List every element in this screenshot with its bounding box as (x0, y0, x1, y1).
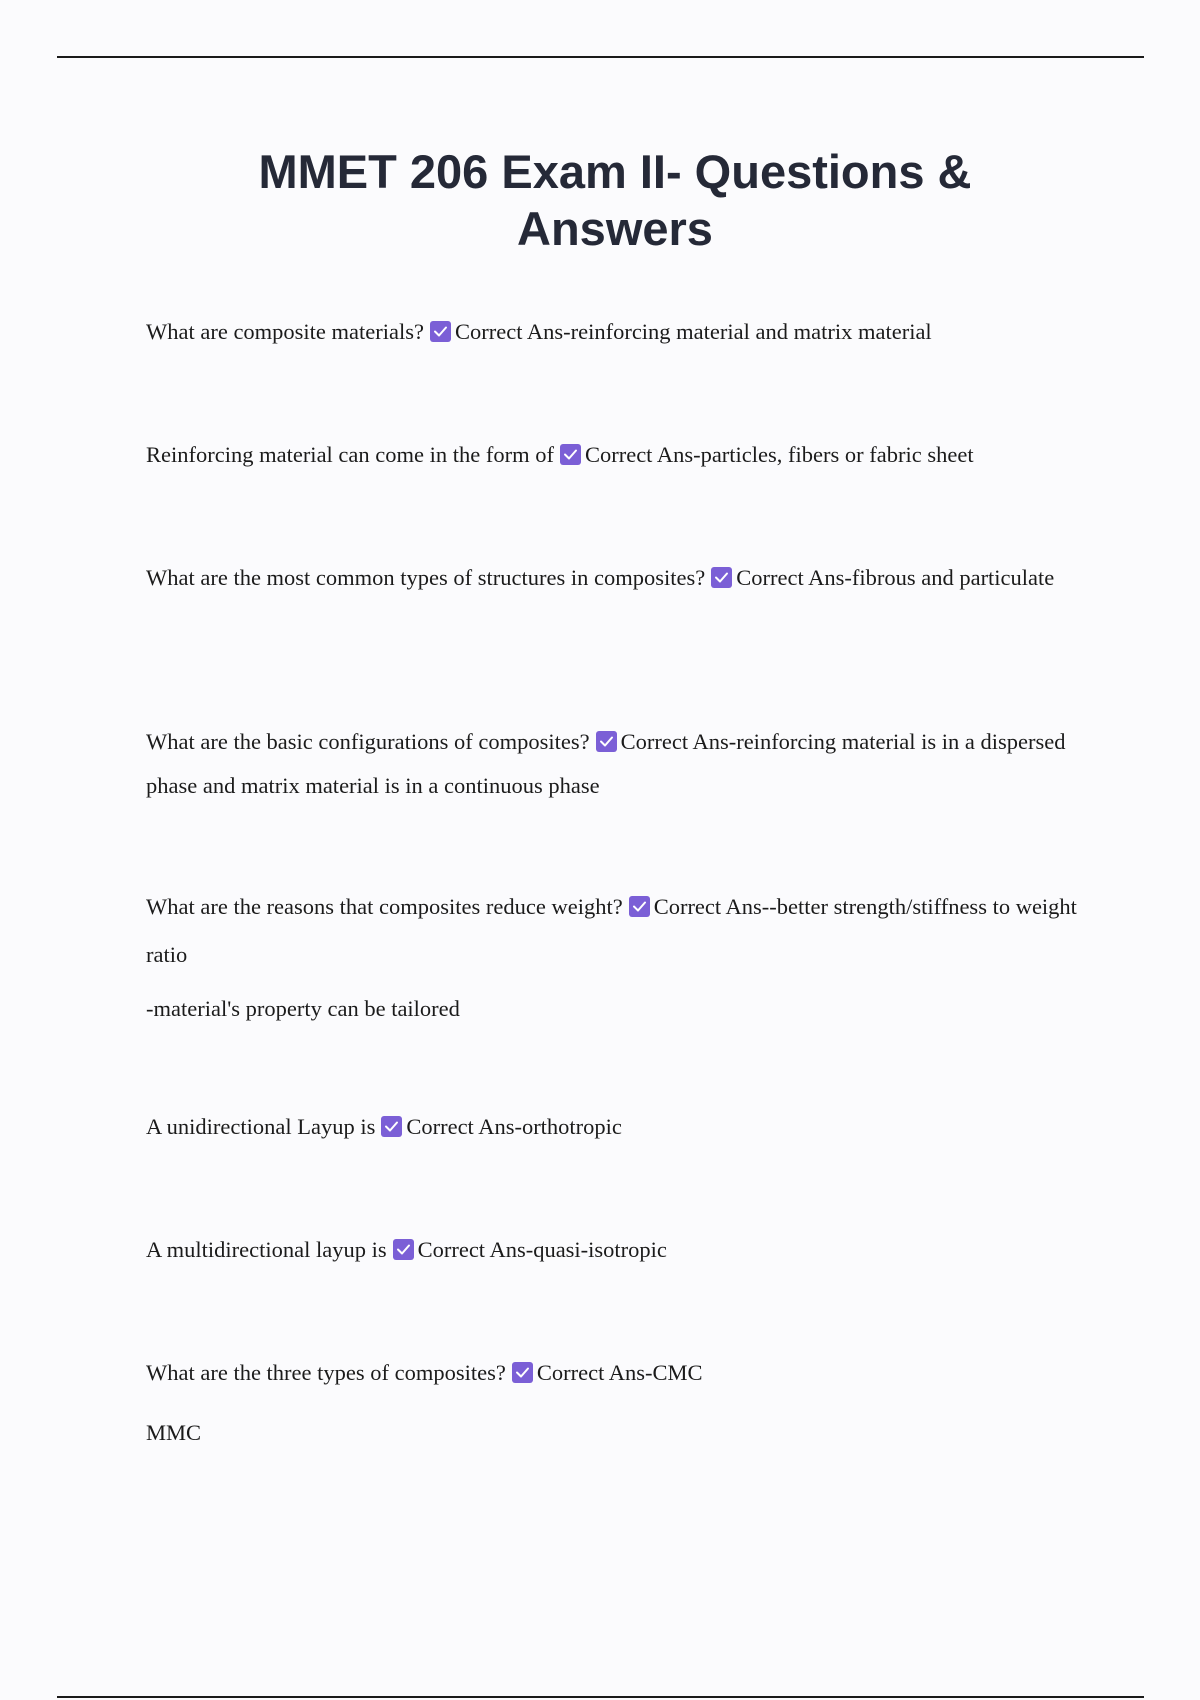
qa-item (146, 310, 1096, 354)
checkmark-icon (711, 567, 732, 588)
checkmark-icon (560, 444, 581, 465)
answer-extra-line: MMC (146, 1420, 202, 1445)
answer-text: Correct Ans-CMC (536, 1360, 703, 1385)
answer-text: Correct Ans-quasi-isotropic (417, 1237, 667, 1262)
answer-text: Correct Ans-reinforcing material is in a dispersed phase and matrix material is in a continuous phase (146, 729, 1066, 798)
checkmark-icon (629, 896, 650, 917)
top-rule (57, 56, 1144, 58)
answer-text: Correct Ans--better strength/stiffness to weight ratio (146, 894, 1077, 967)
qa-item (146, 1105, 1096, 1149)
checkmark-icon (393, 1239, 414, 1260)
document-title: MMET 206 Exam II- Questions & Answers (258, 145, 972, 255)
answer-extra-line: -material's property can be tailored (146, 996, 460, 1021)
question-text: What are the reasons that composites reduce weight? (146, 894, 623, 919)
checkmark-icon (381, 1116, 402, 1137)
answer-text: Correct Ans-reinforcing material and matrix material (455, 319, 932, 344)
question-text: What are the most common types of structures in composites? (146, 565, 706, 590)
qa-item (146, 556, 1096, 600)
checkmark-icon (596, 731, 617, 752)
qa-item (146, 1351, 1096, 1455)
question-text: What are the basic configurations of composites? (146, 729, 590, 754)
answer-text: Correct Ans-particles, fibers or fabric sheet (584, 442, 974, 467)
checkmark-icon (430, 321, 451, 342)
question-text: What are the three types of composites? (146, 1360, 506, 1385)
question-text: Reinforcing material can come in the form of (146, 442, 554, 467)
answer-text: Correct Ans-fibrous and particulate (736, 565, 1055, 590)
question-text: A multidirectional layup is (146, 1237, 387, 1262)
question-text: What are composite materials? (146, 319, 424, 344)
answer-text: Correct Ans-orthotropic (406, 1114, 622, 1139)
qa-item (146, 1228, 1096, 1272)
bottom-rule (57, 1696, 1144, 1698)
qa-item (146, 433, 1096, 477)
qa-item (146, 720, 1096, 808)
question-text: A unidirectional Layup is (146, 1114, 376, 1139)
qa-item (146, 883, 1096, 1031)
checkmark-icon (512, 1362, 533, 1383)
